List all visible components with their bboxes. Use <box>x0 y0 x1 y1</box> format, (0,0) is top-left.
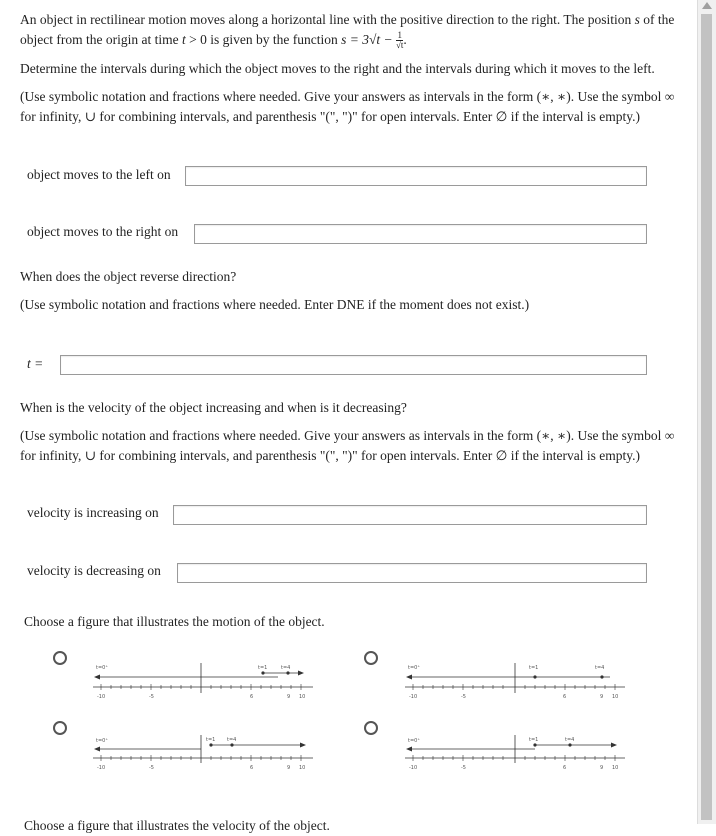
arrow-right-icon <box>611 743 617 748</box>
arrow-right-icon <box>298 671 304 676</box>
tick-label: 9 <box>600 694 604 700</box>
tick-label: 6 <box>250 765 254 771</box>
label-t4: t=4 <box>227 737 237 743</box>
tick-label: 10 <box>612 765 619 771</box>
label-t0: t=0⁺ <box>96 665 108 671</box>
tick-label: -10 <box>409 765 418 771</box>
right-interval-label: object moves to the right on <box>27 224 179 239</box>
scroll-up-arrow-icon[interactable] <box>702 2 712 9</box>
arrow-left-icon <box>94 747 100 752</box>
tick-label: 10 <box>299 694 306 700</box>
label-t1: t=1 <box>529 737 539 743</box>
left-interval-label: object moves to the left on <box>27 167 171 182</box>
problem-intro: An object in rectilinear motion moves along a horizontal line with the positive direction to the right. The position s of the object from the origin at time t > 0 is given by the function s = 3√t − $\frac{1}{√t}$ . <box>20 12 675 51</box>
tick-label: 9 <box>287 694 291 700</box>
label-t4: t=4 <box>565 737 575 743</box>
label-t1: t=1 <box>206 737 216 743</box>
tick-label: -5 <box>149 694 154 700</box>
tick-label: 6 <box>563 765 567 771</box>
label-t1: t=1 <box>529 665 539 671</box>
velocity-decreasing-input[interactable] <box>177 563 647 583</box>
figure-option-d <box>400 730 630 780</box>
figure-option-c-radio[interactable] <box>53 721 67 735</box>
reverse-time-input[interactable] <box>60 355 647 375</box>
function-fraction: $\frac{1}{√t}$ <box>395 30 404 51</box>
question-figure: Choose a figure that illustrates the motion of the object. <box>24 614 325 629</box>
scrollbar-thumb[interactable] <box>701 14 712 820</box>
arrow-left-icon <box>406 747 412 752</box>
tick-label: 6 <box>563 694 567 700</box>
tick-label: 10 <box>299 765 306 771</box>
velocity-increasing-label: velocity is increasing on <box>27 505 159 520</box>
point-t4 <box>286 671 289 674</box>
question-direction: Determine the intervals during which the object moves to the right and the intervals during which it moves to the left. <box>20 61 655 76</box>
tick-label: -5 <box>461 765 466 771</box>
tick-label: -10 <box>97 765 106 771</box>
velocity-decreasing-label: velocity is decreasing on <box>27 563 161 578</box>
question-reverse: When does the object reverse direction? <box>20 269 237 284</box>
figure-option-a-radio[interactable] <box>53 651 67 665</box>
reverse-time-label: t = <box>27 356 44 371</box>
figure-option-c <box>88 730 318 780</box>
instructions-intervals-2: (Use symbolic notation and fractions where needed. Give your answers as intervals in the form (∗, ∗). Use the symbol ∞ for infinity, ∪ for combining intervals, and parenthesis "(", ")" for open intervals. Enter ∅ if the interval is empty.) <box>20 428 675 463</box>
figure-option-a <box>88 660 318 710</box>
tick-label: -5 <box>149 765 154 771</box>
label-t0: t=0⁺ <box>408 665 420 671</box>
label-t4: t=4 <box>595 665 605 671</box>
arrow-left-icon <box>406 675 412 680</box>
question-velocity: When is the velocity of the object increasing and when is it decreasing? <box>20 400 407 415</box>
question-velocity-figure: Choose a figure that illustrates the velocity of the object. <box>24 818 330 833</box>
tick-label: -10 <box>97 694 106 700</box>
left-interval-input[interactable] <box>185 166 647 186</box>
label-t0: t=0⁺ <box>96 738 108 744</box>
point-t1 <box>533 675 536 678</box>
figure-option-b-radio[interactable] <box>364 651 378 665</box>
tick-label: 10 <box>612 694 619 700</box>
figure-option-b <box>400 660 630 710</box>
right-interval-input[interactable] <box>194 224 647 244</box>
label-t1: t=1 <box>258 665 268 671</box>
point-t1 <box>261 671 264 674</box>
figure-option-d-radio[interactable] <box>364 721 378 735</box>
instructions-dne: (Use symbolic notation and fractions where needed. Enter DNE if the moment does not exist.) <box>20 297 530 312</box>
point-t4 <box>600 675 603 678</box>
tick-label: 9 <box>287 765 291 771</box>
label-t0: t=0⁺ <box>408 738 420 744</box>
tick-label: -5 <box>461 694 466 700</box>
instructions-intervals: (Use symbolic notation and fractions where needed. Give your answers as intervals in the form (∗, ∗). Use the symbol ∞ for infinity, ∪ for combining intervals, and parenthesis "(", ")" for open intervals. Enter ∅ if the interval is empty.) <box>20 89 675 124</box>
tick-label: 9 <box>600 765 604 771</box>
label-t4: t=4 <box>281 665 291 671</box>
tick-label: -10 <box>409 694 418 700</box>
position-function: s = 3√t − <box>341 32 393 47</box>
velocity-increasing-input[interactable] <box>173 505 647 525</box>
arrow-left-icon <box>94 675 100 680</box>
tick-label: 6 <box>250 694 254 700</box>
vertical-scrollbar[interactable] <box>697 0 716 824</box>
arrow-right-icon <box>300 743 306 748</box>
